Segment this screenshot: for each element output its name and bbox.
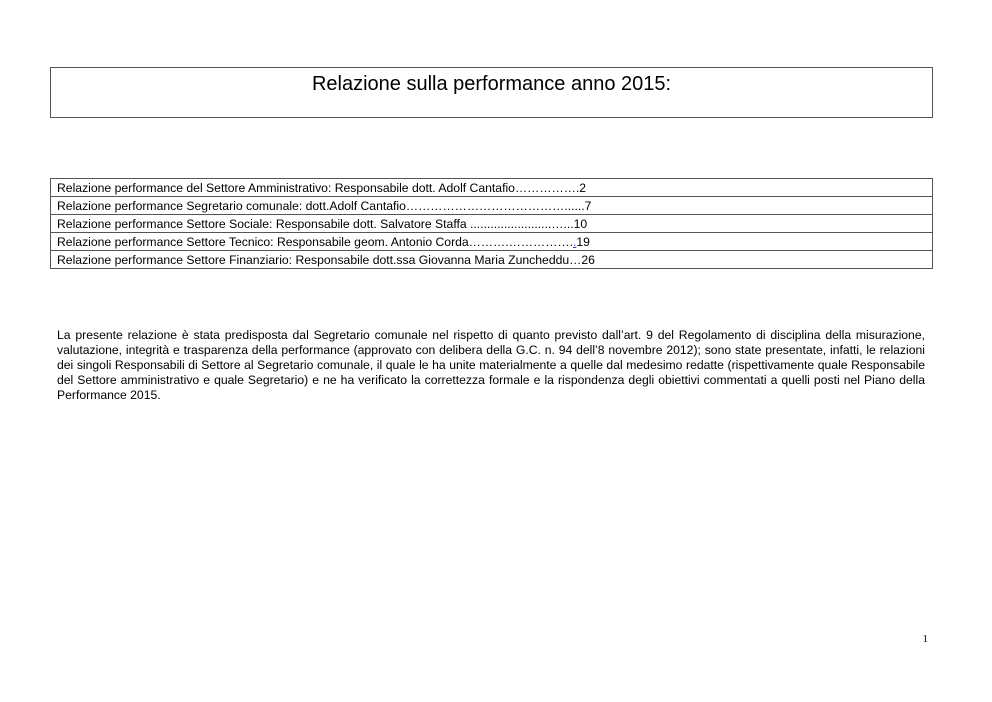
- table-of-contents: [50, 178, 933, 269]
- toc-entry-segretario-comunale: Relazione performance Segretario comunale: dott.Adolf Cantafio…………………………………......7: [51, 197, 933, 215]
- toc-row: [51, 197, 933, 215]
- document-title: Relazione sulla performance anno 2015:: [311, 73, 672, 95]
- toc-entry-settore-amministrativo: Relazione performance del Settore Amministrativo: Responsabile dott. Adolf Cantafio…………….2: [51, 179, 933, 197]
- toc-entry-settore-tecnico: [51, 233, 933, 251]
- toc-row: [51, 215, 933, 233]
- toc-row: [51, 179, 933, 197]
- toc-row: [51, 233, 933, 251]
- body-paragraph: La presente relazione è stata predisposta dal Segretario comunale nel rispetto di quanto previsto dall’art. 9 del Regolamento di disciplina della misurazione, valutazione, integrità e trasparenza della performance (approvato con delibera della G.C. n. 94 dell’8 novembre 2012); sono state presentate, infatti, le relazioni dei singoli Responsabili di Settore al Segretario comunale, il quale le ha unite materialmente a quelle dal medesimo redatte (rispettivamente quale Responsabile del Settore amministrativo e quale Segretario) e ne ha verificato la correttezza formale e la rispondenza degli obiettivi commentati a quelli posti nel Piano della Performance 2015.: [57, 328, 925, 402]
- toc-page-number: 19: [576, 234, 590, 249]
- toc-entry-text: Relazione performance Settore Tecnico: Responsabile geom. Antonio Corda……….…………….: [57, 234, 573, 249]
- page-number: 1: [922, 633, 928, 645]
- title-box: [50, 67, 933, 118]
- toc-page-link[interactable]: .: [572, 234, 577, 249]
- toc-entry-settore-sociale: Relazione performance Settore Sociale: Responsabile dott. Salvatore Staffa ........................…...10: [51, 215, 933, 233]
- toc-row: [51, 251, 933, 269]
- toc-entry-settore-finanziario: Relazione performance Settore Finanziario: Responsabile dott.ssa Giovanna Maria Zuncheddu…26: [51, 251, 933, 269]
